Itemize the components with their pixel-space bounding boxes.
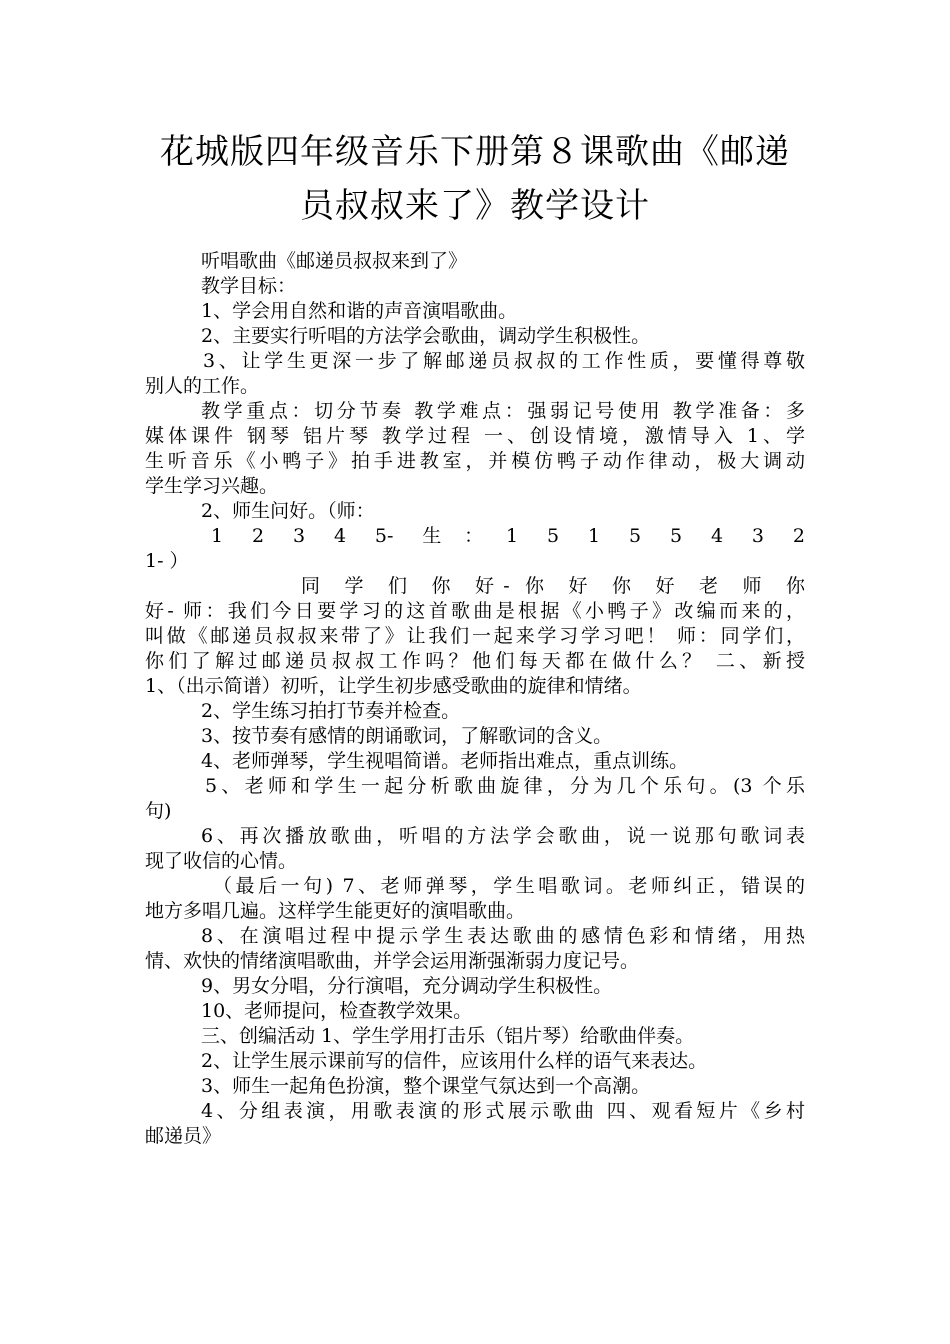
body-line: 2、让学生展示课前写的信件，应该用什么样的语气来表达。 [201,1050,708,1072]
body-line: 2、主要实行听唱的方法学会歌曲，调动学生积极性。 [201,325,651,347]
body-line: 情、欢快的情绪演唱歌曲，并学会运用渐强渐弱力度记号。 [145,950,640,972]
body-line: 邮递员》 [145,1125,222,1147]
body-line: 2、学生练习拍打节奏并检查。 [201,700,461,722]
body-line: 听唱歌曲《邮递员叔叔来到了》 [201,250,468,272]
document-title-line-2: 员叔叔来了》教学设计 [300,186,650,226]
body-line: 4、老师弹琴，学生视唱简谱。老师指出难点，重点训练。 [201,750,689,772]
body-line: 教学重点：切分节奏 教学难点：强弱记号使用 教学准备：多 [201,400,805,422]
body-line: 叫做《邮递员叔叔来带了》让我们一起来学习学习吧！ 师：同学们， [145,625,805,647]
body-line: 1、（出示简谱）初听，让学生初步感受歌曲的旋律和情绪。 [145,675,642,697]
body-line: 别人的工作。 [145,375,260,397]
body-line: 6、再次播放歌曲，听唱的方法学会歌曲，说一说那句歌词表 [201,825,805,847]
document-title-line-1: 花城版四年级音乐下册第８课歌曲《邮递 [160,132,790,172]
body-line: 教学目标： [201,275,297,297]
body-line: 你们了解过邮递员叔叔工作吗？他们每天都在做什么？ 二、新授 [145,650,805,672]
body-line: 现了收信的心情。 [145,850,298,872]
body-line: 3、让学生更深一步了解邮递员叔叔的工作性质，要懂得尊敬 [203,350,805,372]
body-line: 5、老师和学生一起分析歌曲旋律，分为几个乐句。(3 个乐 [205,775,805,797]
body-line: 三、创编活动 1、学生学用打击乐（铝片琴）给歌曲伴奏。 [201,1025,695,1047]
body-line: 3、按节奏有感情的朗诵歌词，了解歌词的含义。 [201,725,613,747]
body-line: 3、师生一起角色扮演，整个课堂气氛达到一个高潮。 [201,1075,651,1097]
body-line: 媒体课件 钢琴 铝片琴 教学过程 一、创设情境，激情导入 1、学 [145,425,805,447]
body-line: 2、师生问好。（师： [201,500,375,522]
body-line: 1 2 3 4 5- 生：1 5 1 5 5 4 3 2 [211,525,805,547]
body-line: 8、在演唱过程中提示学生表达歌曲的感情色彩和情绪，用热 [201,925,805,947]
body-line: 同 学 们 你 好- 你 好 你 好 老 师 你 [301,575,805,597]
body-line: 学生学习兴趣。 [145,475,279,497]
body-line: 10、老师提问，检查教学效果。 [201,1000,473,1022]
body-line: （最后一句) 7、老师弹琴，学生唱歌词。老师纠正，错误的 [213,875,805,897]
body-line: 1、学会用自然和谐的声音演唱歌曲。 [201,300,518,322]
body-line: 4、分组表演，用歌表演的形式展示歌曲 四、观看短片《乡村 [201,1100,805,1122]
body-line: 好- 师：我们今日要学习的这首歌曲是根据《小鸭子》改编而来的， [145,600,805,622]
body-line: 生听音乐《小鸭子》拍手进教室，并模仿鸭子动作律动，极大调动 [145,450,805,472]
body-line: 1- ） [145,550,189,572]
body-line: 句) [145,800,172,822]
body-line: 地方多唱几遍。这样学生能更好的演唱歌曲。 [145,900,526,922]
body-line: 9、男女分唱，分行演唱，充分调动学生积极性。 [201,975,613,997]
